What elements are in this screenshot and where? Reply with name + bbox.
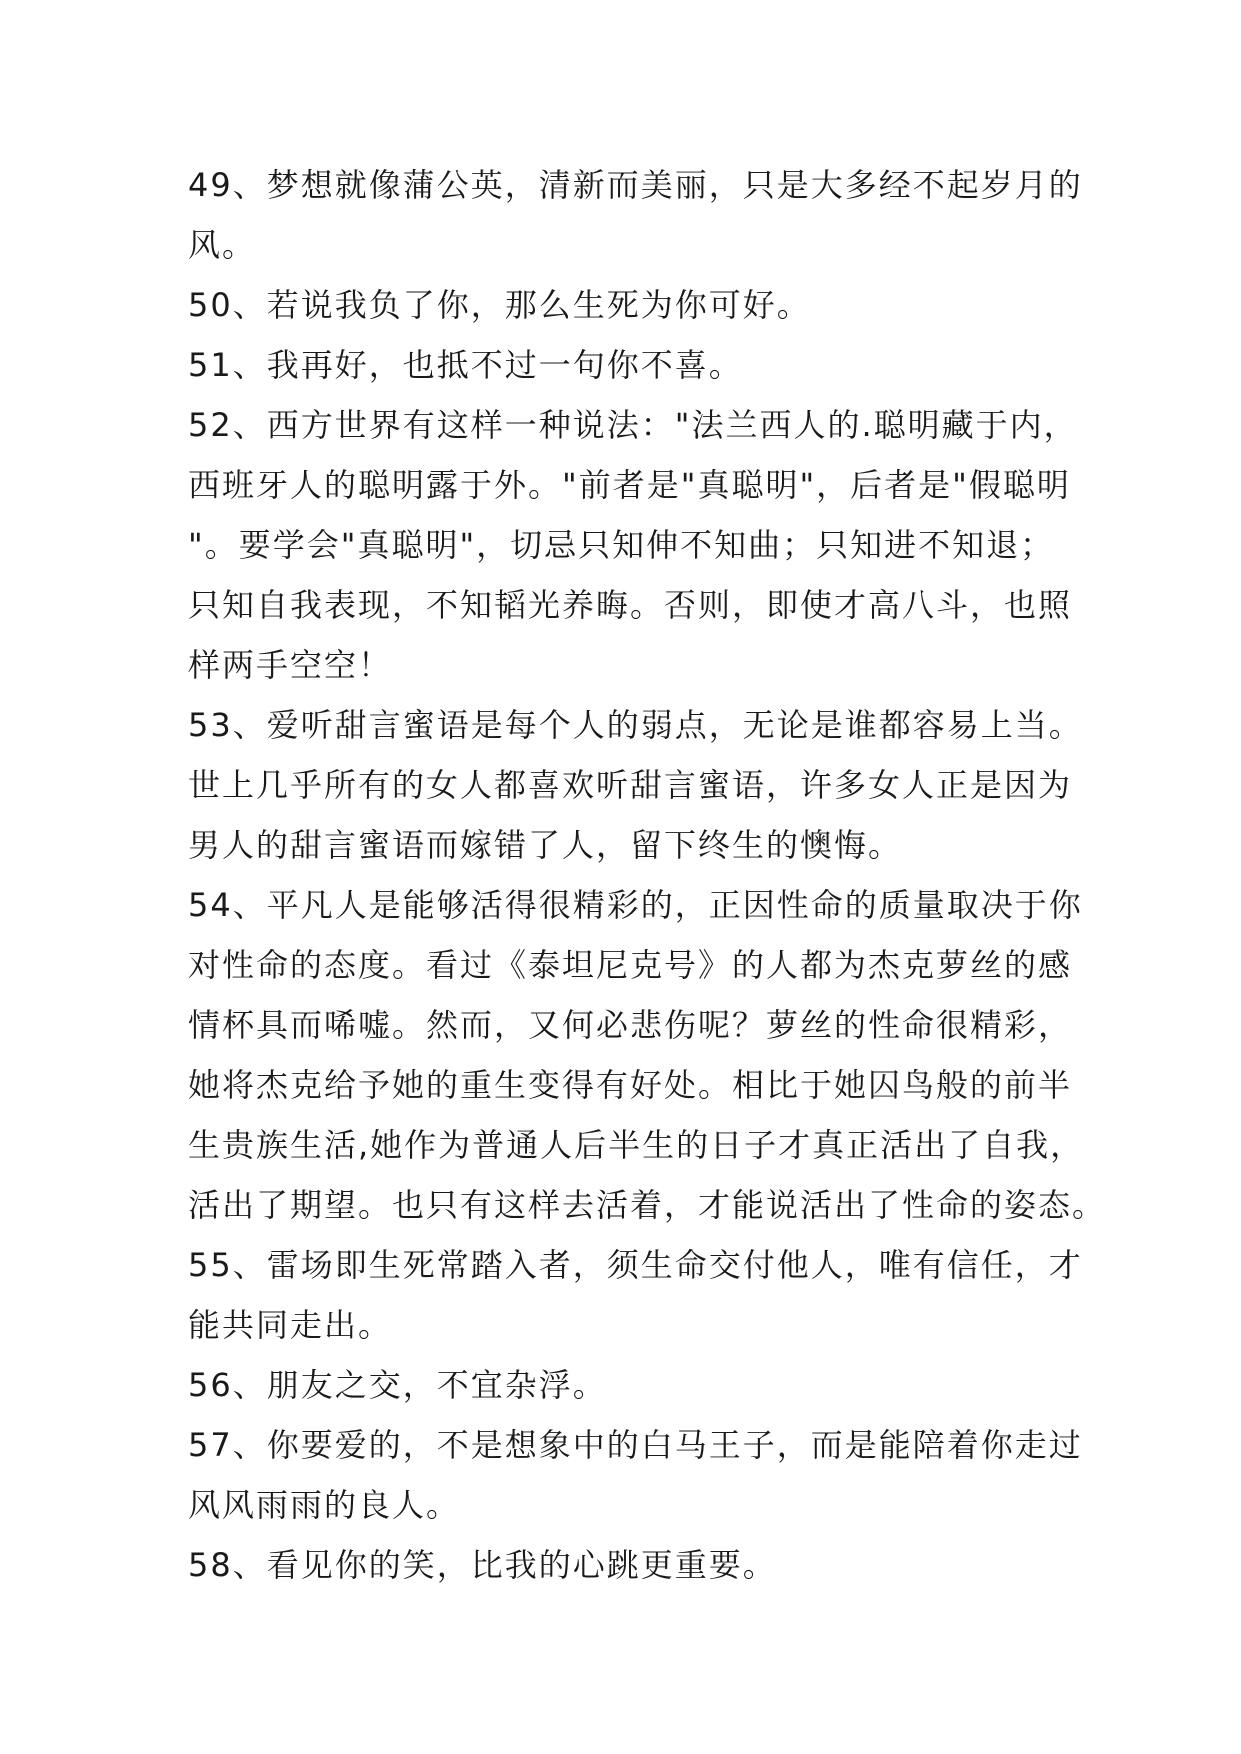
- text-line: 只知自我表现，不知韬光养晦。否则，即使才高八斗，也照: [188, 586, 1073, 624]
- text-line: 生贵族生活,她作为普通人后半生的日子才真正活出了自我，: [188, 1126, 1085, 1164]
- text-line: 54、平凡人是能够活得很精彩的，正因性命的质量取决于你: [188, 886, 1083, 924]
- text-line: 男人的甜言蜜语而嫁错了人，留下终生的懊悔。: [188, 826, 903, 864]
- text-line: 51、我再好，也抵不过一句你不喜。: [188, 346, 743, 384]
- text-line: 风。: [188, 226, 257, 264]
- text-line: 活出了期望。也只有这样去活着，才能说活出了性命的姿态。: [188, 1186, 1107, 1224]
- text-line: 49、梦想就像蒲公英，清新而美丽，只是大多经不起岁月的: [188, 166, 1083, 204]
- text-line: 能共同走出。: [188, 1306, 393, 1344]
- text-line: 她将杰克给予她的重生变得有好处。相比于她囚鸟般的前半: [188, 1066, 1073, 1104]
- text-line: 对性命的态度。看过《泰坦尼克号》的人都为杰克萝丝的感: [188, 946, 1073, 984]
- text-line: 西班牙人的聪明露于外。"前者是"真聪明"，后者是"假聪明: [188, 466, 1071, 504]
- text-line: 52、西方世界有这样一种说法："法兰西人的.聪明藏于内，: [188, 406, 1078, 444]
- text-line: 世上几乎所有的女人都喜欢听甜言蜜语，许多女人正是因为: [188, 766, 1073, 804]
- text-line: 50、若说我负了你，那么生死为你可好。: [188, 286, 811, 324]
- text-line: 53、爱听甜言蜜语是每个人的弱点，无论是谁都容易上当。: [188, 706, 1083, 744]
- text-line: "。要学会"真聪明"，切忌只知伸不知曲；只知进不知退；: [188, 526, 1055, 564]
- text-line: 56、朋友之交，不宜杂浮。: [188, 1366, 607, 1404]
- text-line: 样两手空空！: [188, 646, 393, 684]
- text-line: 57、你要爱的，不是想象中的白马王子，而是能陪着你走过: [188, 1426, 1083, 1464]
- text-line: 情杯具而唏嘘。然而，又何必悲伤呢？萝丝的性命很精彩，: [188, 1006, 1073, 1044]
- text-line: 58、看见你的笑，比我的心跳更重要。: [188, 1546, 777, 1584]
- text-line: 55、雷场即生死常踏入者，须生命交付他人，唯有信任，才: [188, 1246, 1083, 1284]
- document-body: [188, 155, 1107, 1595]
- text-line: 风风雨雨的良人。: [188, 1486, 461, 1524]
